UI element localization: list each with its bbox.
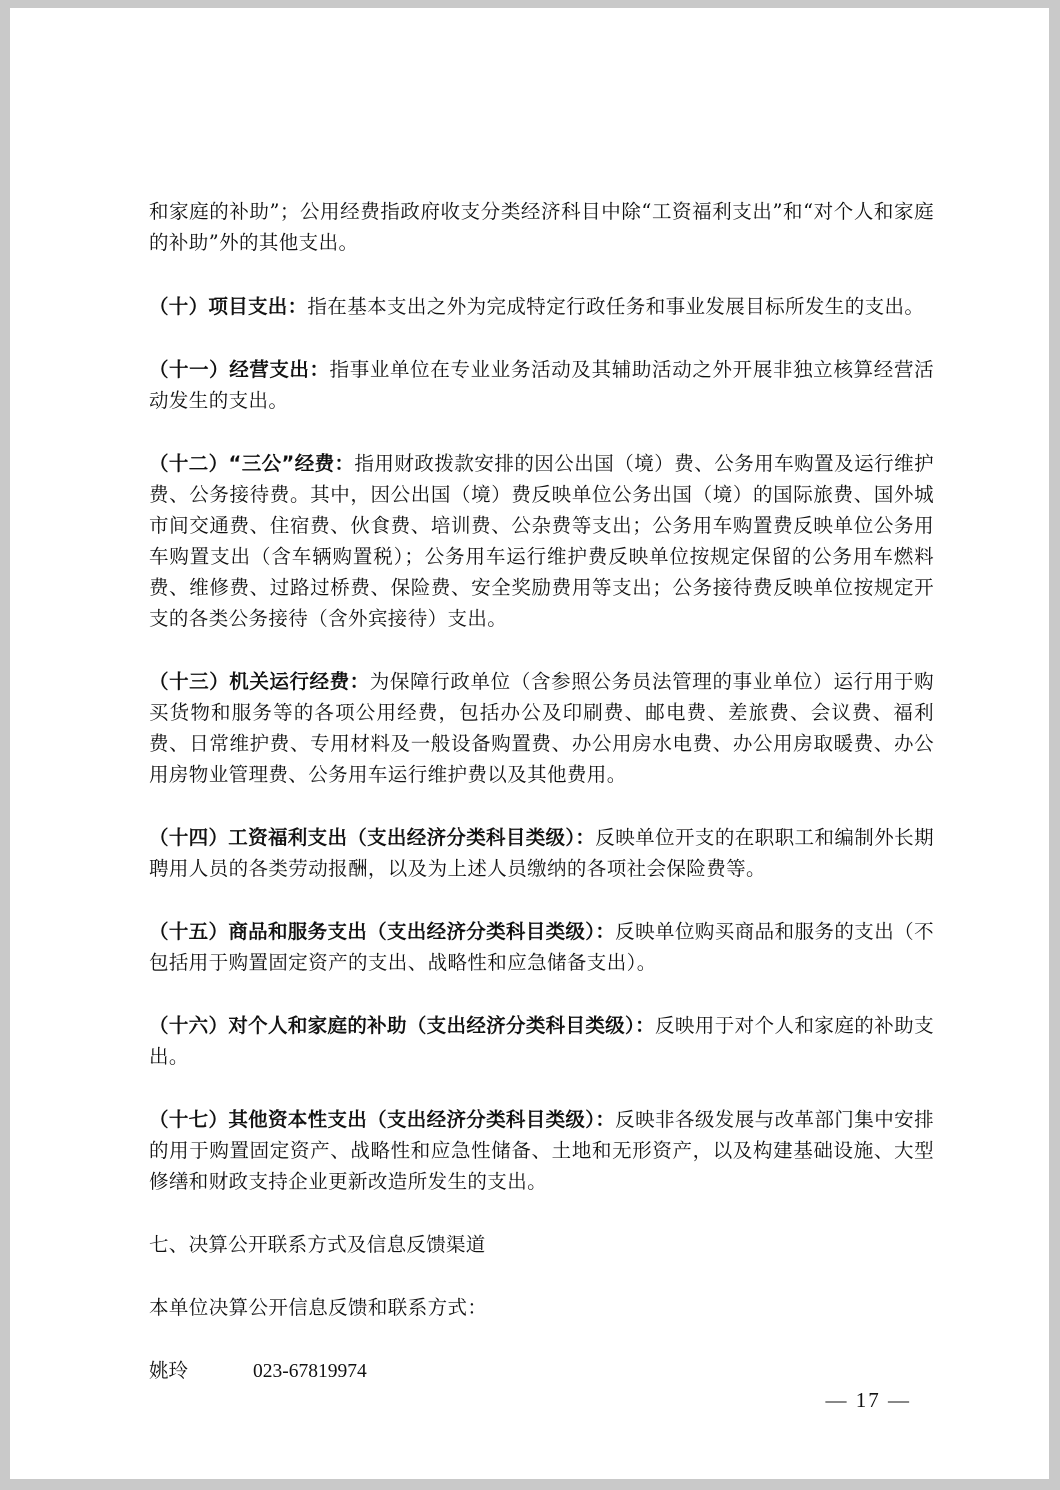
definition-text: 指用财政拨款安排的因公出国（境）费、公务用车购置及运行维护费、公务接待费。其中，因公出国（境）费反映单位公务出国（境）的国际旅费、国外城市间交通费、住宿费、伙食费、培训费、公杂费等支出；公务用车购置费反映单位公务用车购置支出（含车辆购置税）；公务用车运行维护费反映单位按规定保留的公务用车燃料费、维修费、过路过桥费、保险费、安全奖励费用等支出；公务接待费反映单位按规定开支的各类公务接待（含外宾接待）支出。 (149, 452, 934, 630)
definition-wages-welfare (149, 822, 934, 884)
definition-term: （十三）机关运行经费： (149, 670, 370, 693)
definition-term: （十二）“三公”经费： (149, 452, 355, 475)
definition-text: 为保障行政单位（含参照公务员法管理的事业单位）运行用于购买货物和服务等的各项公用经费，包括办公及印刷费、邮电费、差旅费、会议费、福利费、日常维护费、专用材料及一般设备购置费、办公用房水电费、办公用房取暖费、办公用房物业管理费、公务用车运行维护费以及其他费用。 (149, 670, 934, 786)
document-page (10, 8, 1049, 1479)
document-body (149, 196, 934, 1387)
definition-subsidies-individuals (149, 1010, 934, 1072)
definition-three-public-expenses (149, 448, 934, 634)
definition-term: （十四）工资福利支出（支出经济分类科目类级）： (149, 826, 596, 849)
definition-agency-operating-funds (149, 666, 934, 790)
definition-project-expenditure (149, 291, 934, 322)
definition-goods-services (149, 916, 934, 978)
contact-name: 姚玲 (149, 1359, 189, 1382)
paragraph-continuation (149, 196, 934, 258)
definition-other-capital (149, 1104, 934, 1197)
definition-term: （十五）商品和服务支出（支出经济分类科目类级）： (149, 920, 616, 943)
definition-text: 反映单位购买商品和服务的支出（不包括用于购置固定资产的支出、战略性和应急储备支出）。 (149, 920, 934, 974)
definition-term: （十）项目支出： (149, 295, 308, 318)
definition-term: （十七）其他资本性支出（支出经济分类科目类级）： (149, 1108, 616, 1131)
definition-text: 反映用于对个人和家庭的补助支出。 (149, 1014, 934, 1068)
definition-operating-expenditure (149, 354, 934, 416)
contact-phone: 023-67819974 (253, 1361, 367, 1382)
definition-text: 指在基本支出之外为完成特定行政任务和事业发展目标所发生的支出。 (307, 295, 925, 318)
definition-term: （十一）经营支出： (149, 358, 330, 381)
definition-text: 反映非各级发展与改革部门集中安排的用于购置固定资产、战略性和应急性储备、土地和无形资产，以及构建基础设施、大型修缮和财政支持企业更新改造所发生的支出。 (149, 1108, 934, 1193)
paragraph-text: 和家庭的补助”；公用经费指政府收支分类经济科目中除“工资福利支出”和“对个人和家庭的补助”外的其他支出。 (149, 200, 934, 254)
contact-line (149, 1355, 934, 1387)
page-number: — 17 — (825, 1388, 911, 1412)
definition-text: 反映单位开支的在职职工和编制外长期聘用人员的各类劳动报酬，以及为上述人员缴纳的各项社会保险费等。 (149, 826, 934, 880)
section-heading: 七、决算公开联系方式及信息反馈渠道 (149, 1233, 486, 1256)
contact-intro: 本单位决算公开信息反馈和联系方式： (149, 1296, 488, 1319)
definition-term: （十六）对个人和家庭的补助（支出经济分类科目类级）： (149, 1014, 655, 1037)
definition-text: 指事业单位在专业业务活动及其辅助活动之外开展非独立核算经营活动发生的支出。 (149, 358, 934, 412)
